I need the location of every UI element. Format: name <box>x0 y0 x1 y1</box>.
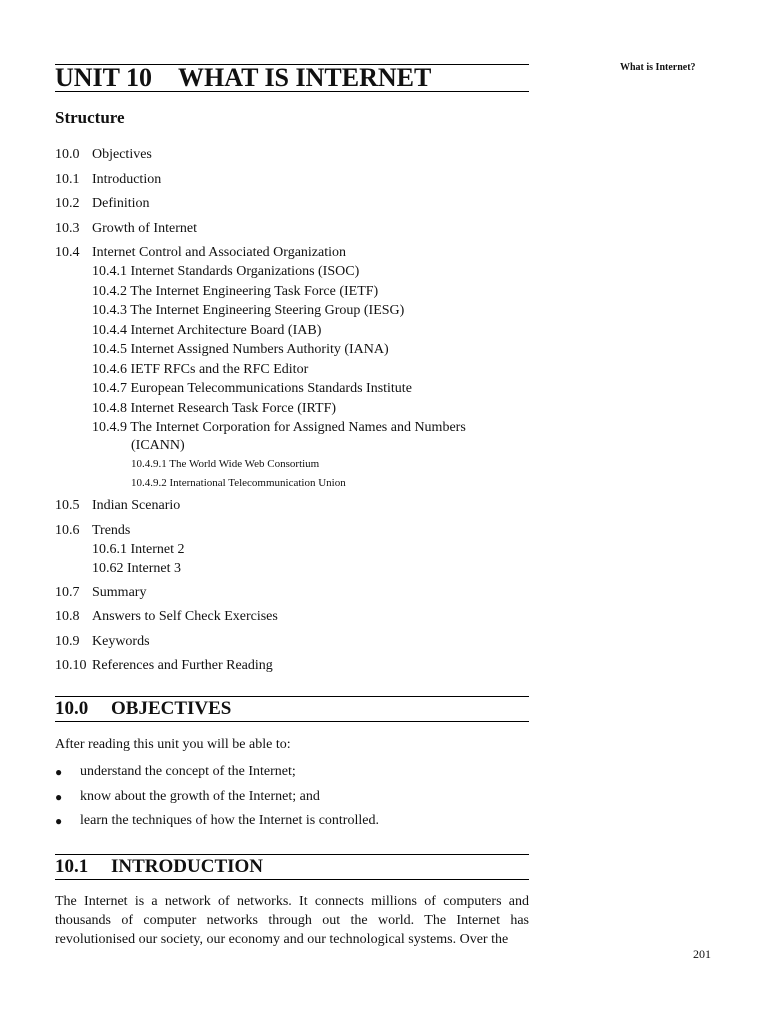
toc-subsubitem: 10.4.9.1 The World Wide Web Consortium <box>131 458 320 470</box>
toc-subsubitem: 10.4.9.2 International Telecommunication Union <box>131 477 346 489</box>
toc-number: 10.2 <box>55 196 80 211</box>
toc-subitem: 10.4.2 The Internet Engineering Task Force (IETF) <box>92 283 379 299</box>
toc-subitem: 10.4.3 The Internet Engineering Steering Group (IESG) <box>92 303 405 318</box>
toc-item <box>55 170 529 195</box>
bullet-icon: ● <box>55 789 63 804</box>
section-title: OBJECTIVES <box>111 698 232 719</box>
toc-title: Definition <box>92 196 150 211</box>
toc-item <box>55 496 529 521</box>
toc-subitem: 10.4.1 Internet Standards Organizations (ISOC) <box>92 264 360 279</box>
toc-subitem-line: 10.4.9 The Internet Corporation for Assigned Names and Numbers <box>92 420 466 435</box>
toc-item <box>55 632 529 657</box>
toc-number: 10.1 <box>55 171 80 187</box>
introduction-heading <box>55 854 529 880</box>
toc-number: 10.0 <box>55 147 80 162</box>
introduction-paragraph: The Internet is a network of networks. It connects millions of computers and thousands of computer networks through out the world. The Internet has revolutionised our society, our economy and our technological systems. Over the <box>55 894 529 947</box>
toc-number: 10.7 <box>55 584 80 600</box>
toc-title: Keywords <box>92 633 150 649</box>
toc-number: 10.10 <box>55 658 87 673</box>
toc-number: 10.5 <box>55 498 80 513</box>
toc-number: 10.4 <box>55 245 80 260</box>
page-number: 201 <box>693 947 711 961</box>
bullet-icon: ● <box>55 814 63 828</box>
toc-title: Indian Scenario <box>92 498 181 513</box>
toc-item <box>55 656 529 681</box>
toc-number: 10.9 <box>55 633 80 649</box>
toc-subitem: 10.6.1 Internet 2 <box>92 541 185 557</box>
toc-number: 10.8 <box>55 609 80 624</box>
structure-heading: Structure <box>55 108 125 127</box>
table-of-contents <box>55 145 529 681</box>
toc-item <box>55 219 529 244</box>
toc-item <box>55 145 529 170</box>
running-head: What is Internet? <box>620 62 696 73</box>
toc-subitem-line: (ICANN) <box>131 438 185 453</box>
toc-subitem: 10.62 Internet 3 <box>92 561 182 576</box>
list-item <box>55 762 529 787</box>
toc-title: Trends <box>92 522 131 538</box>
toc-subitem: 10.4.4 Internet Architecture Board (IAB) <box>92 322 322 338</box>
section-number: 10.1 <box>55 856 89 877</box>
toc-title: Internet Control and Associated Organization <box>92 245 347 260</box>
objectives-heading <box>55 696 529 722</box>
toc-subitem <box>55 419 529 455</box>
toc-item <box>55 243 529 263</box>
toc-title: Growth of Internet <box>92 220 197 236</box>
list-item-text: know about the growth of the Internet; and <box>80 788 320 804</box>
unit-title-text: WHAT IS INTERNET <box>178 63 432 92</box>
objectives-list <box>55 762 529 836</box>
toc-subitem: 10.4.6 IETF RFCs and the RFC Editor <box>92 361 309 377</box>
unit-title <box>55 64 529 92</box>
section-number: 10.0 <box>55 698 89 719</box>
objectives-intro: After reading this unit you will be able to: <box>55 737 291 752</box>
toc-number: 10.3 <box>55 220 80 236</box>
list-item-text: learn the techniques of how the Internet is controlled. <box>80 813 379 828</box>
toc-title: Introduction <box>92 171 162 187</box>
bullet-icon: ● <box>55 765 63 779</box>
toc-subitem: 10.4.8 Internet Research Task Force (IRTF) <box>92 400 337 416</box>
list-item <box>55 787 529 812</box>
unit-number: UNIT 10 <box>55 63 153 92</box>
toc-title: References and Further Reading <box>92 658 273 673</box>
toc-subitem: 10.4.7 European Telecommunications Standards Institute <box>92 381 412 396</box>
section-title: INTRODUCTION <box>111 856 264 877</box>
toc-number: 10.6 <box>55 522 80 538</box>
toc-subitem: 10.4.5 Internet Assigned Numbers Authority (IANA) <box>92 342 389 357</box>
toc-item <box>55 607 529 632</box>
list-item-text: understand the concept of the Internet; <box>80 764 296 779</box>
toc-title: Objectives <box>92 147 152 162</box>
toc-item <box>55 521 529 541</box>
list-item <box>55 811 529 836</box>
toc-item <box>55 583 529 608</box>
toc-item <box>55 194 529 219</box>
toc-title: Summary <box>92 584 147 600</box>
toc-title: Answers to Self Check Exercises <box>92 609 278 624</box>
